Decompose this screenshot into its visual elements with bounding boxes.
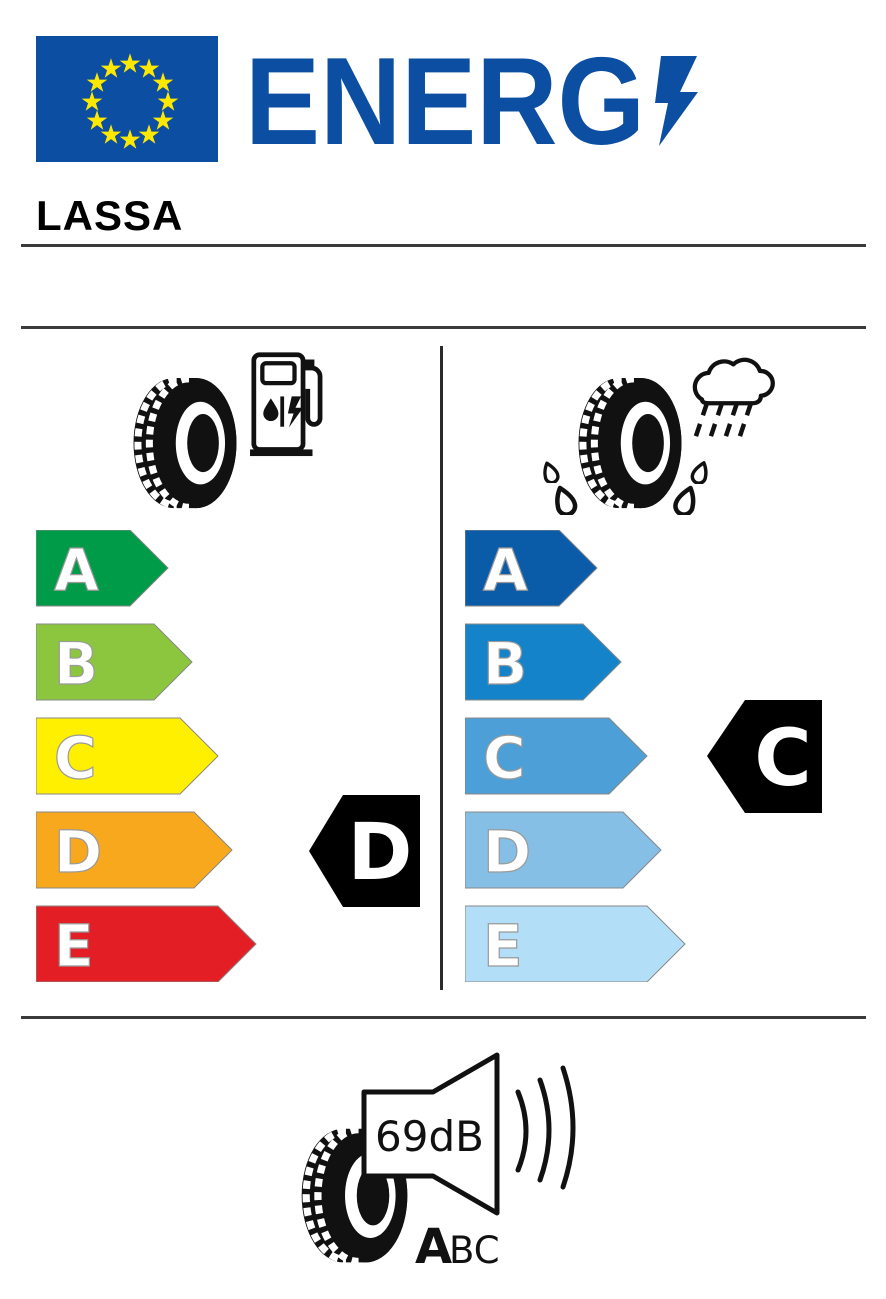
brand-name: LASSA: [36, 192, 184, 239]
fuel-efficiency-scale: [36, 530, 296, 982]
fuel-efficiency-rating: [309, 795, 421, 908]
divider-rule-top: [21, 244, 866, 247]
noise-other-classes: BC: [449, 1229, 500, 1272]
water-splash-icon: [675, 488, 693, 515]
lightning-bolt-icon: [655, 56, 698, 146]
fuel-efficiency-pictogram: [128, 348, 328, 518]
rain-cloud-icon: [695, 360, 773, 403]
logo-text: ENERG: [245, 33, 645, 171]
class-letter: E: [54, 912, 94, 980]
rain-drops-icon: [695, 403, 751, 439]
rating-letter: C: [754, 714, 812, 804]
water-splash-icon: [692, 463, 706, 483]
class-letter: D: [483, 818, 532, 886]
sound-waves-icon: [518, 1068, 573, 1187]
class-letter: A: [483, 536, 528, 604]
class-letter: A: [54, 536, 99, 604]
class-letter: C: [54, 724, 97, 792]
column-divider: [440, 346, 443, 990]
class-letter: E: [483, 912, 523, 980]
header-logo: [0, 0, 886, 175]
noise-class: A: [415, 1219, 453, 1275]
class-letter: B: [54, 630, 99, 698]
class-letter: B: [483, 630, 528, 698]
wet-grip-rating: [707, 700, 823, 814]
noise-value: 69dB: [375, 1112, 484, 1161]
water-splash-icon: [545, 463, 558, 482]
fuel-pump-icon: [250, 355, 320, 456]
tire-icon: [579, 378, 682, 508]
noise-pictogram: [290, 1048, 600, 1283]
rating-letter: D: [347, 808, 413, 898]
tire-icon: [134, 378, 237, 508]
wet-grip-pictogram: [535, 345, 785, 520]
class-letter: C: [483, 724, 526, 792]
divider-rule-upper: [21, 326, 866, 329]
water-splash-icon: [557, 488, 575, 515]
wet-grip-scale: [465, 530, 725, 982]
divider-rule-lower: [21, 1016, 866, 1019]
class-letter: D: [54, 818, 103, 886]
